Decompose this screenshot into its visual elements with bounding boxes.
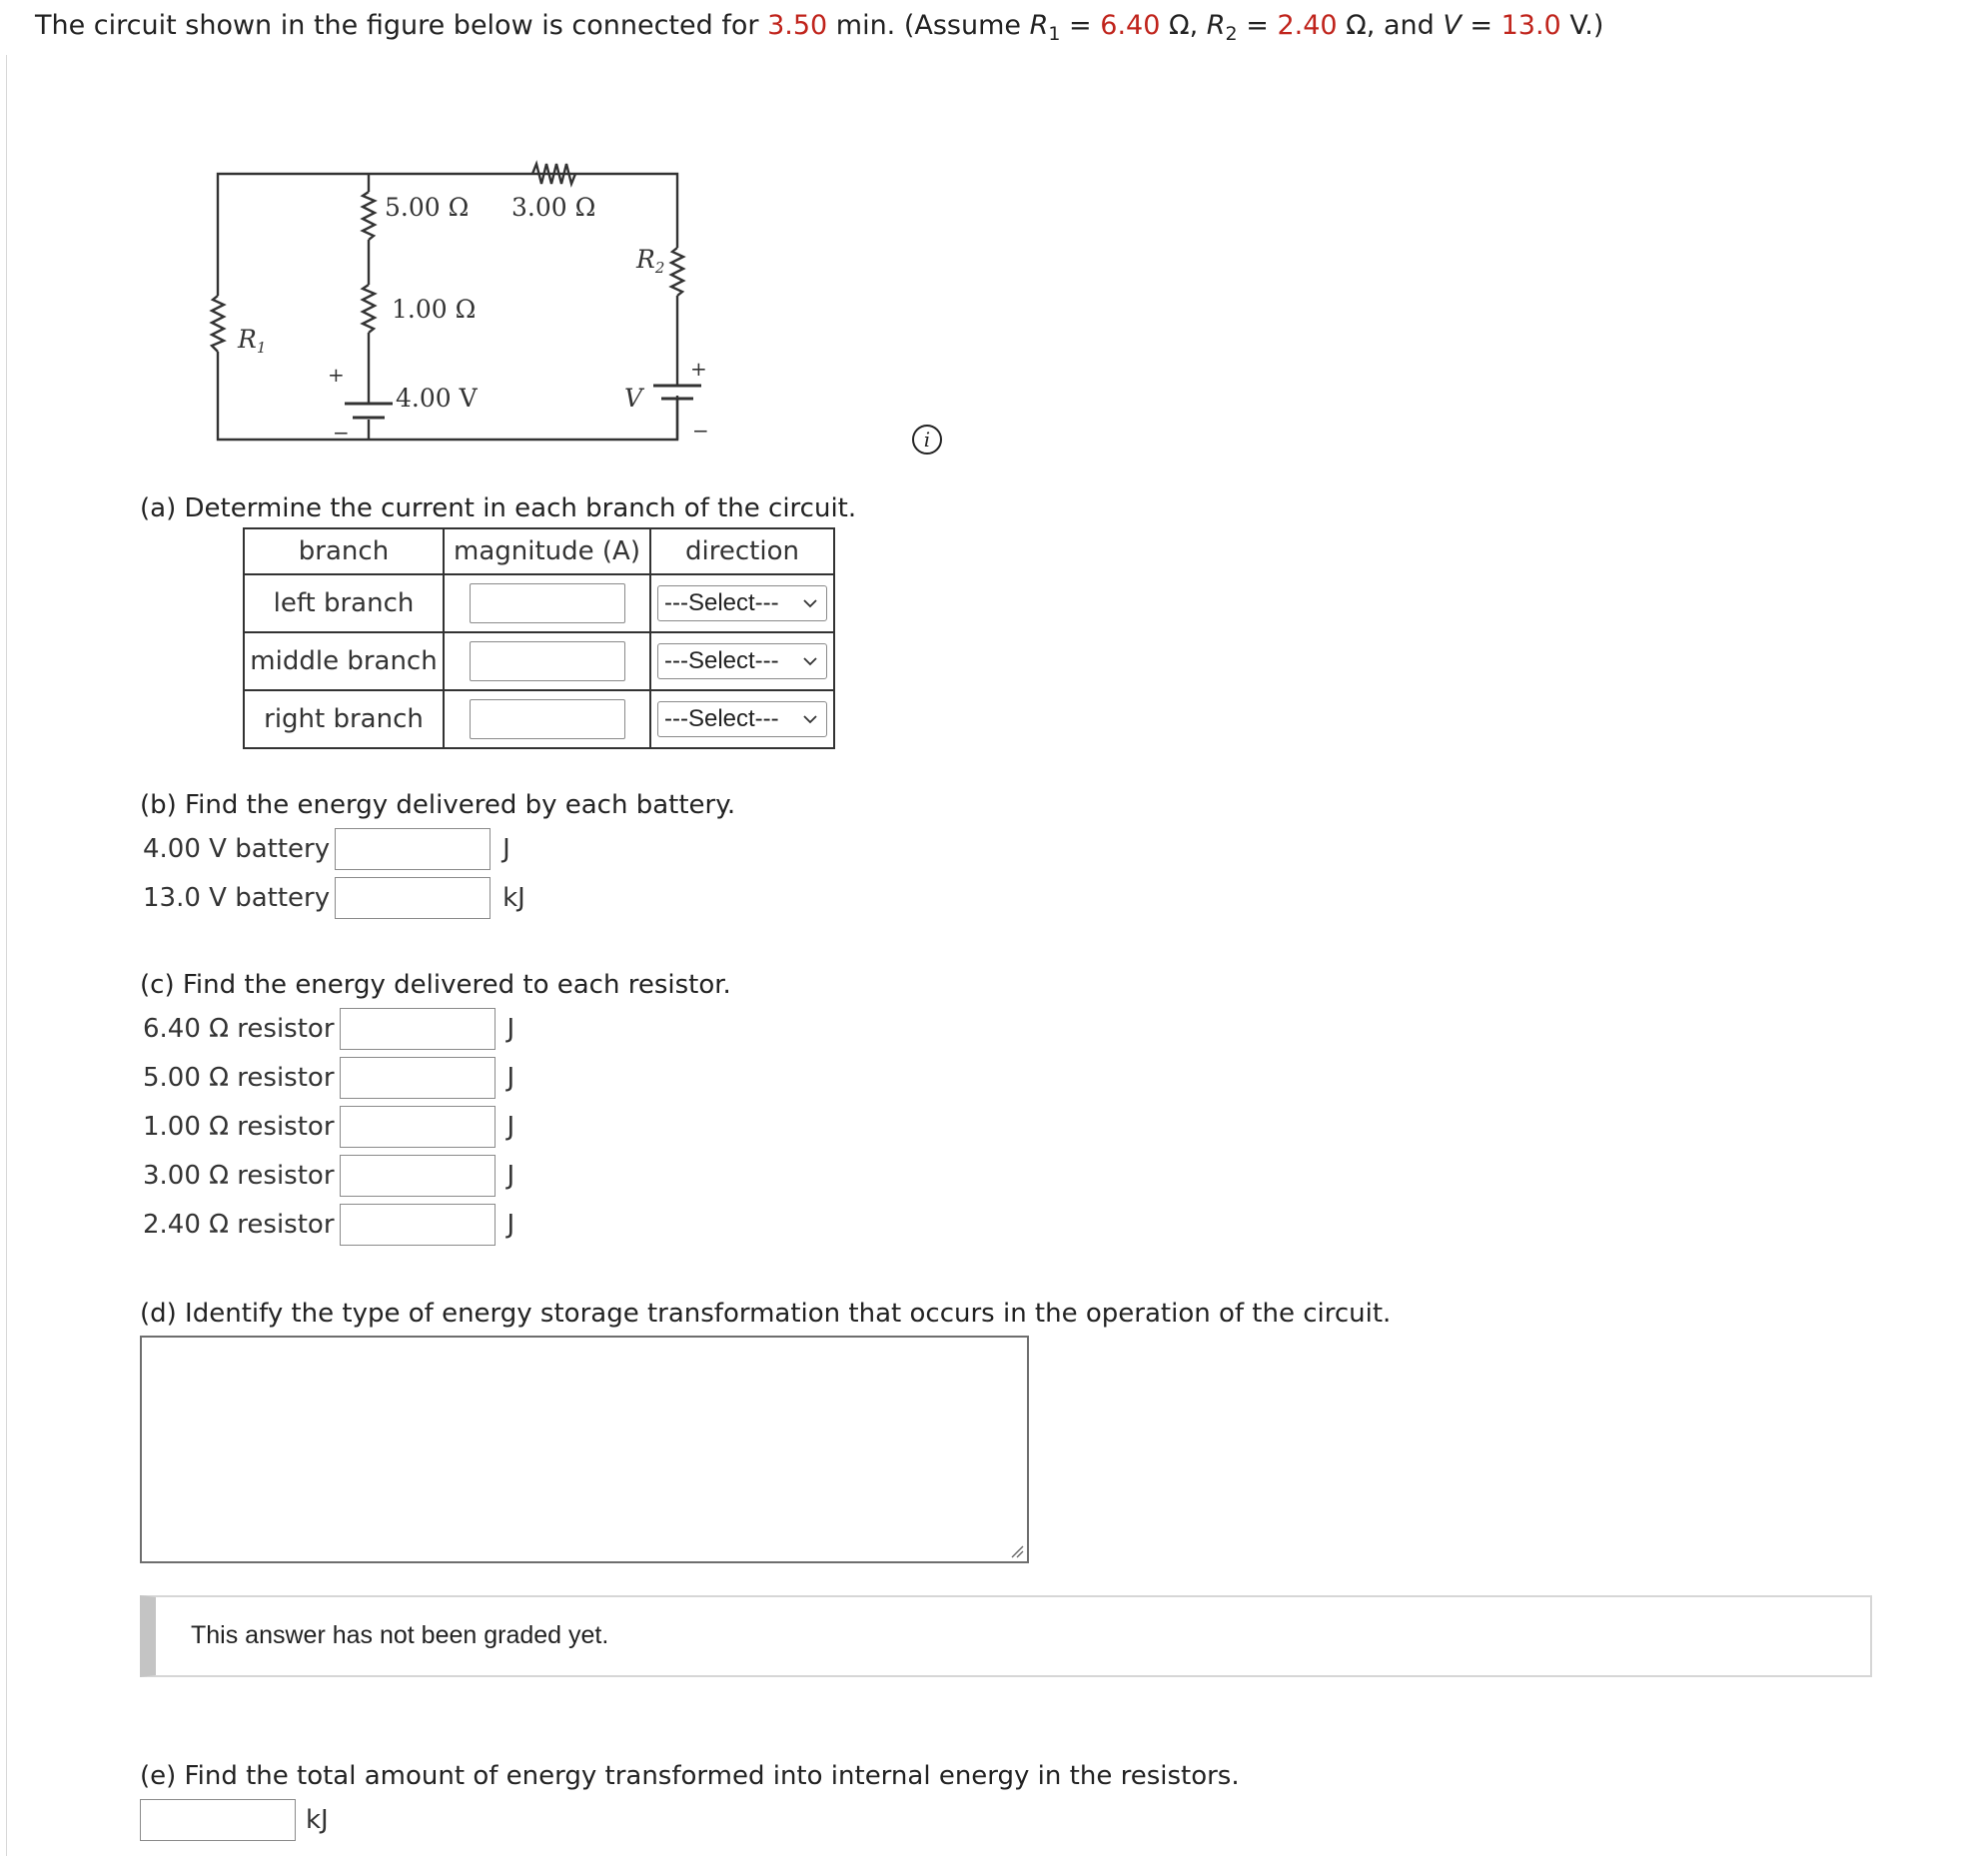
resistor-5ohm xyxy=(363,192,375,240)
right-branch-magnitude-input[interactable] xyxy=(470,699,625,739)
table-row xyxy=(244,632,834,690)
problem-statement: The circuit shown in the figure below is connected for 3.50 min. (Assume $R_1 = 6.40$ Ω, $R_2 = 2.40$ Ω, and V = 13.0 V.) xyxy=(35,10,1604,45)
resistor-6-40-energy-input[interactable] xyxy=(340,1008,496,1050)
chevron-down-icon xyxy=(802,598,818,608)
resistor-2-40-row: 2.40 Ω resistor J xyxy=(143,1204,514,1246)
grading-status-text: This answer has not been graded yet. xyxy=(191,1621,609,1649)
part-e-prompt: (e) Find the total amount of energy transformed into internal energy in the resistors. xyxy=(140,1761,1240,1791)
branch-label-middle: middle branch xyxy=(244,632,444,690)
battery-13v-energy-input[interactable] xyxy=(335,877,491,919)
minus-sign-left: − xyxy=(333,421,350,445)
table-row xyxy=(244,690,834,748)
part-c-prompt: (c) Find the energy delivered to each resistor. xyxy=(140,970,731,1000)
resistor-3ohm-top xyxy=(532,164,575,184)
label-5ohm: 5.00 Ω xyxy=(385,193,470,222)
branch-label-right: right branch xyxy=(244,690,444,748)
part-a-prompt: (a) Determine the current in each branch of the circuit. xyxy=(140,493,857,523)
chevron-down-icon xyxy=(802,714,818,724)
resistor-1ohm xyxy=(363,285,375,333)
resistor-r1 xyxy=(212,296,224,352)
label-r1: $R_1$ xyxy=(238,325,267,357)
resistor-5-00-energy-input[interactable] xyxy=(340,1057,496,1099)
r1-value: 6.40 xyxy=(1100,10,1161,41)
r2-value: 2.40 xyxy=(1277,10,1338,41)
resistor-2-40-energy-input[interactable] xyxy=(340,1204,496,1246)
right-branch-direction-select[interactable]: ---Select--- xyxy=(657,701,827,737)
resize-handle-icon[interactable] xyxy=(1010,1544,1024,1558)
battery-4v-row: 4.00 V battery J xyxy=(143,828,510,870)
label-battery-v: V xyxy=(624,384,643,413)
total-energy-row: kJ xyxy=(140,1799,329,1841)
resistor-1-00-energy-input[interactable] xyxy=(340,1106,496,1148)
header-magnitude: magnitude (A) xyxy=(444,528,650,574)
plus-sign-left: + xyxy=(328,363,345,387)
branch-label-left: left branch xyxy=(244,574,444,632)
resistor-r2 xyxy=(671,248,683,296)
label-3ohm: 3.00 Ω xyxy=(511,193,596,222)
time-value: 3.50 xyxy=(767,10,828,41)
part-d-prompt: (d) Identify the type of energy storage transformation that occurs in the operation of the circuit. xyxy=(140,1299,1392,1329)
header-branch: branch xyxy=(244,528,444,574)
plus-sign-right: + xyxy=(690,357,707,381)
label-battery-4v: 4.00 V xyxy=(396,384,478,413)
middle-branch-direction-select[interactable]: ---Select--- xyxy=(657,643,827,679)
chevron-down-icon xyxy=(802,656,818,666)
table-row xyxy=(244,574,834,632)
resistor-3-00-row: 3.00 Ω resistor J xyxy=(143,1155,514,1197)
grading-status-box xyxy=(140,1595,1872,1677)
resistor-6-40-row: 6.40 Ω resistor J xyxy=(143,1008,514,1050)
minus-sign-right: − xyxy=(692,419,709,443)
v-value: 13.0 xyxy=(1500,10,1561,41)
battery-13v-row: 13.0 V battery kJ xyxy=(143,877,525,919)
resistor-1-00-row: 1.00 Ω resistor J xyxy=(143,1106,514,1148)
info-icon[interactable]: i xyxy=(912,425,942,455)
label-1ohm: 1.00 Ω xyxy=(392,295,477,324)
label-r2: $R_2$ xyxy=(636,245,665,277)
header-direction: direction xyxy=(650,528,834,574)
left-branch-direction-select[interactable]: ---Select--- xyxy=(657,585,827,621)
left-border xyxy=(6,55,7,1856)
left-branch-magnitude-input[interactable] xyxy=(470,583,625,623)
resistor-3-00-energy-input[interactable] xyxy=(340,1155,496,1197)
part-b-prompt: (b) Find the energy delivered by each battery. xyxy=(140,790,736,820)
total-internal-energy-input[interactable] xyxy=(140,1799,296,1841)
circuit-diagram xyxy=(185,150,764,460)
middle-branch-magnitude-input[interactable] xyxy=(470,641,625,681)
battery-4v-energy-input[interactable] xyxy=(335,828,491,870)
branch-table xyxy=(243,527,835,749)
resistor-5-00-row: 5.00 Ω resistor J xyxy=(143,1057,514,1099)
energy-transformation-textarea[interactable] xyxy=(140,1336,1029,1563)
